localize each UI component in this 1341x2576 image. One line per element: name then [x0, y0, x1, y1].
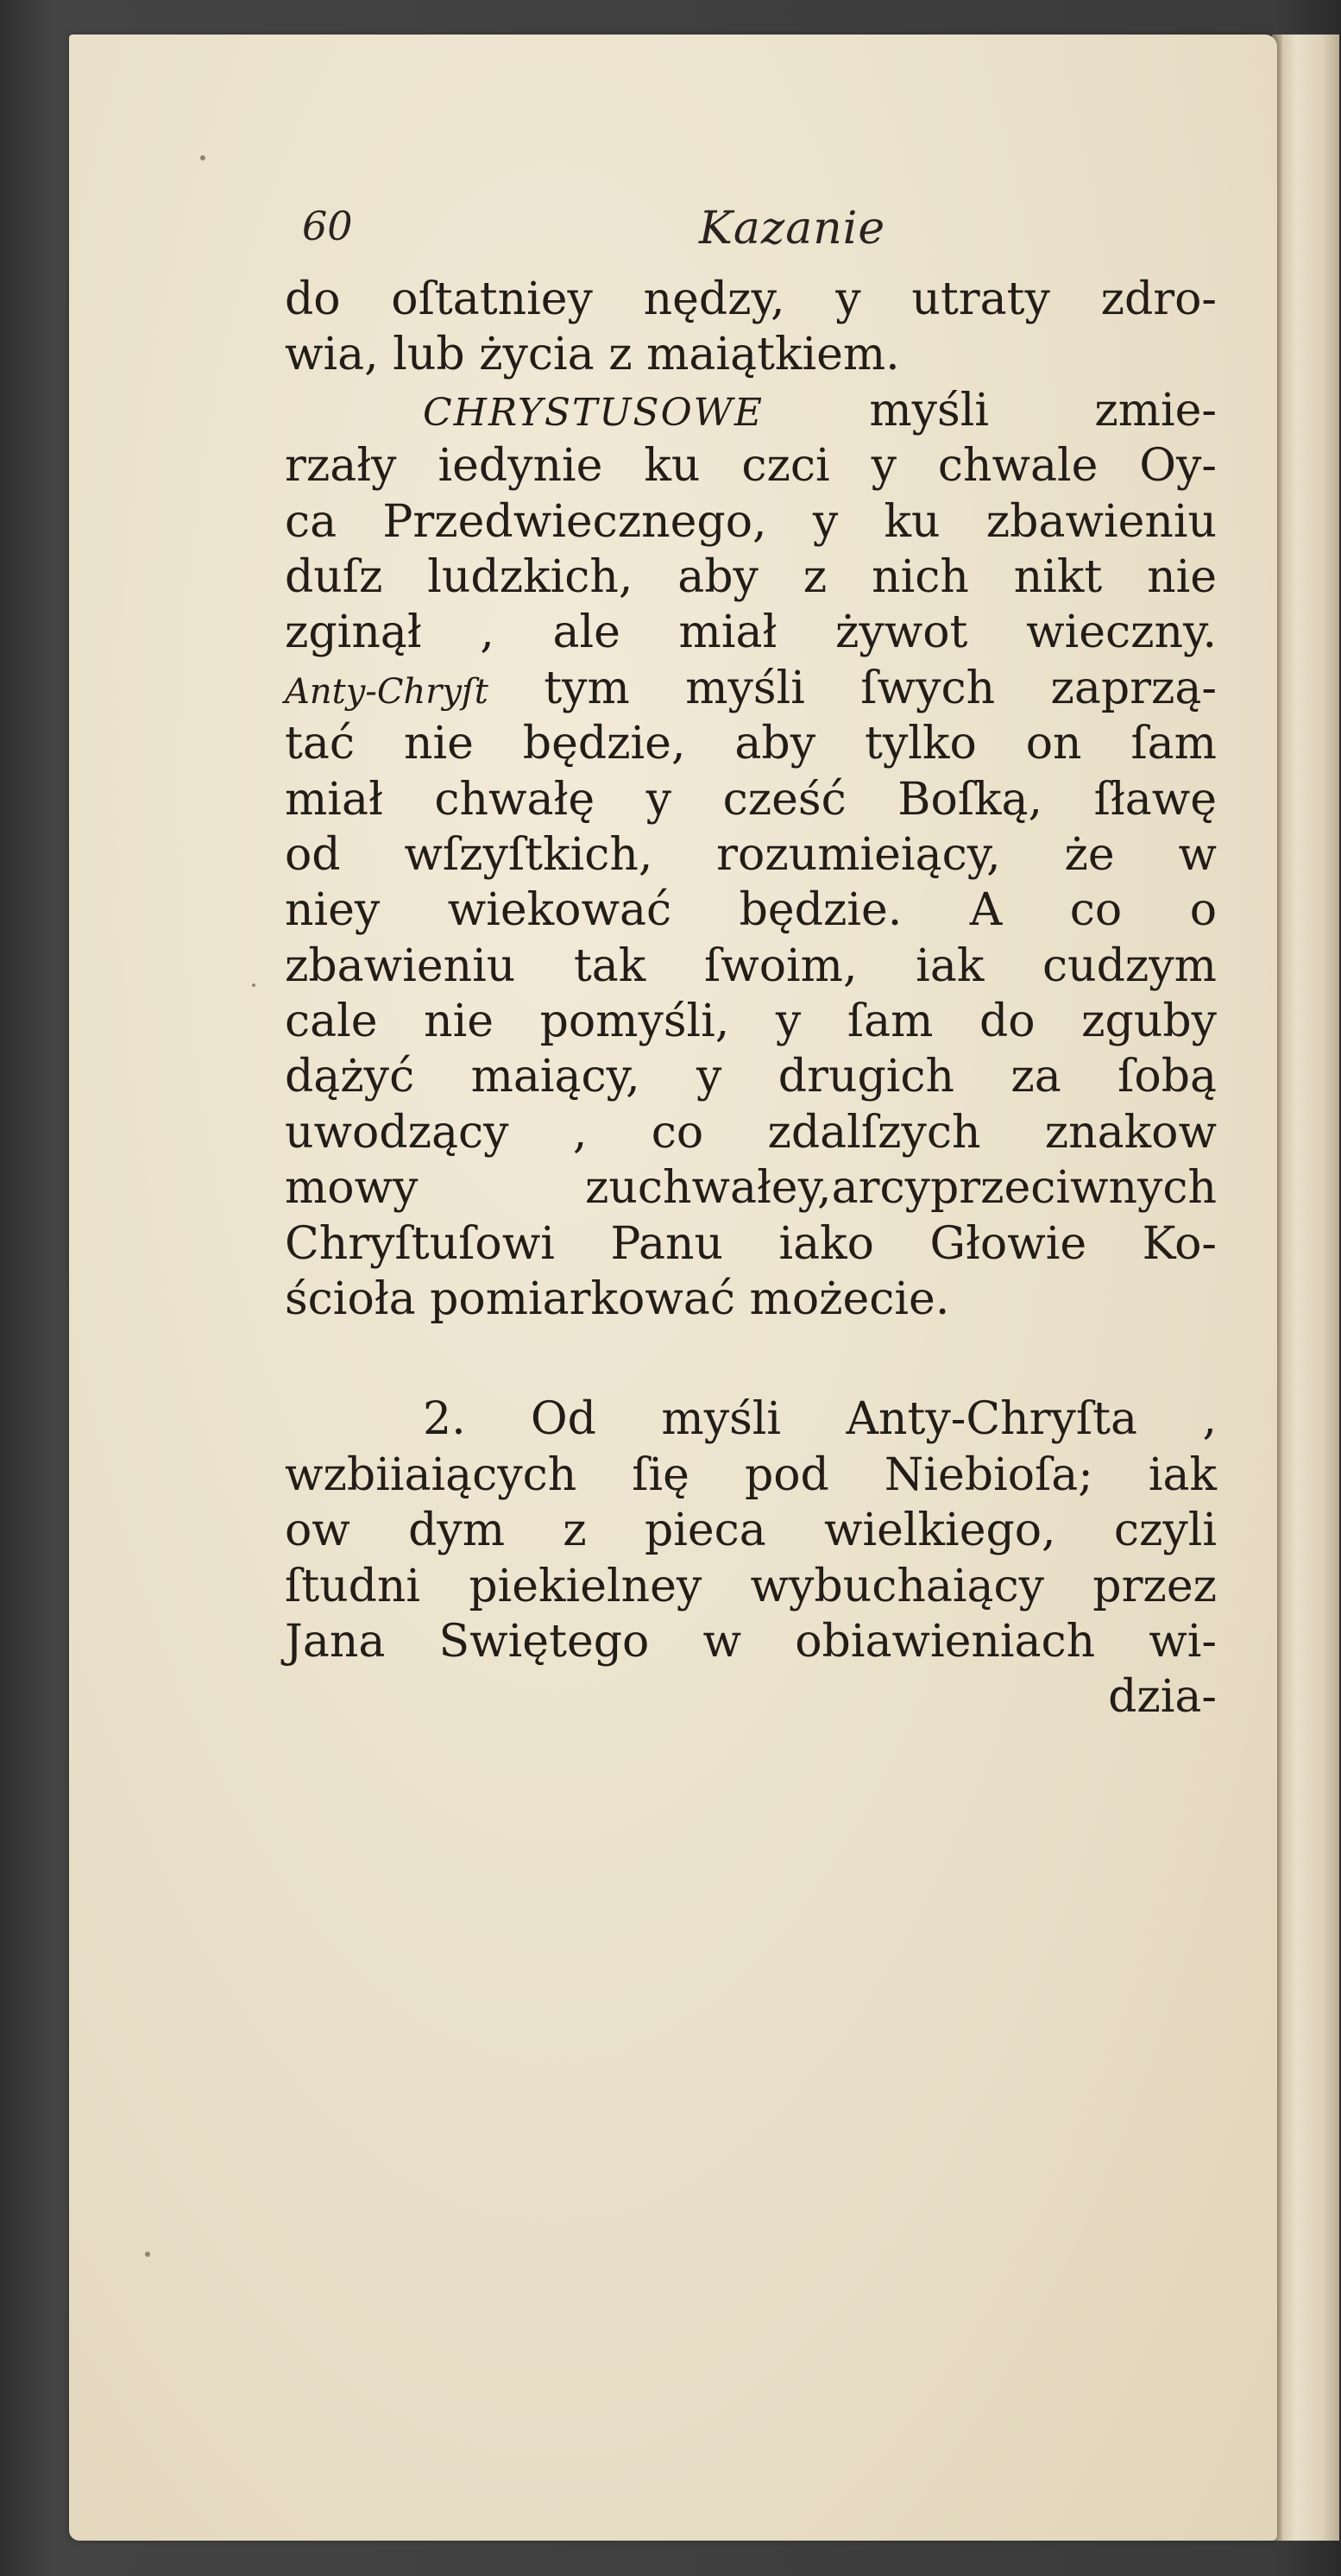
text-span: tać nie będzie, aby tylko on ſam: [285, 718, 1217, 770]
paper-speck: [200, 155, 205, 160]
text-line: [285, 327, 1217, 382]
page-header: [302, 203, 1208, 263]
name-christ: CHRYSTUSOWE: [423, 390, 764, 435]
text-span: Jana Swiętego w obiawieniach wi-: [285, 1615, 1217, 1668]
running-head: Kazanie: [699, 203, 886, 254]
text-line: [285, 438, 1217, 493]
text-span: niey wiekować będzie. A co o: [285, 884, 1217, 937]
text-span: dążyć maiący, y drugich za ſobą: [285, 1051, 1217, 1103]
text-line: [285, 1160, 1217, 1216]
text-span: myśli zmie-: [764, 384, 1217, 437]
text-span: ścioła pomiarkować możecie.: [285, 1273, 950, 1326]
paper-speck: [252, 983, 255, 987]
text-line: [285, 1272, 1217, 1327]
text-line: [285, 1105, 1217, 1160]
text-line: [285, 1559, 1217, 1614]
text-line: [285, 1614, 1217, 1669]
text-line: [285, 1503, 1217, 1558]
text-span: ſtudni piekielney wybuchaiący przez: [285, 1560, 1217, 1612]
text-span: Chryſtuſowi Panu iako Głowie Ko-: [285, 1217, 1217, 1270]
text-span: do oſtatniey nędzy, y utraty zdro-: [285, 273, 1217, 325]
text-line: [285, 1049, 1217, 1104]
catchword: [285, 1669, 1217, 1725]
text-line: [285, 494, 1217, 550]
text-line: [285, 716, 1217, 771]
text-span: 2. Od myśli Anty-Chryſta ,: [423, 1393, 1217, 1446]
body-text: [285, 272, 1217, 1725]
text-line: [285, 994, 1217, 1049]
text-span: zbawieniu tak ſwoim, iak cudzym: [285, 939, 1217, 992]
text-line: [285, 827, 1217, 883]
text-line: [285, 939, 1217, 994]
text-span: ow dym z pieca wielkiego, czyli: [285, 1505, 1217, 1557]
text-line: [285, 550, 1217, 605]
text-span: wzbiiaiących ſię pod Niebioſa; iak: [285, 1448, 1217, 1501]
text-line: [285, 772, 1217, 827]
text-span: tym myśli ſwych zaprzą-: [488, 662, 1217, 714]
text-line: [285, 661, 1217, 716]
text-line: [285, 1448, 1217, 1503]
text-span: uwodzący , co zdalſzych znakow: [285, 1106, 1217, 1159]
text-span: cale nie pomyśli, y ſam do zguby: [285, 996, 1217, 1048]
paper-speck: [145, 2252, 150, 2257]
text-line: [285, 383, 1217, 438]
text-span: od wſzyſtkich, rozumieiący, że w: [285, 828, 1217, 881]
text-line: [285, 883, 1217, 938]
text-span: duſz ludzkich, aby z nich nikt nie: [285, 550, 1217, 603]
text-span: zginął , ale miał żywot wieczny.: [285, 606, 1217, 659]
paragraph-start-line: [285, 1392, 1217, 1447]
text-line: [285, 1216, 1217, 1272]
text-span: mowy zuchwałey,arcyprzeciwnych: [285, 1162, 1217, 1215]
text-line: [285, 605, 1217, 660]
name-antichrist: Anty-Chryſt: [285, 671, 488, 712]
text-span: ca Przedwiecznego, y ku zbawieniu: [285, 495, 1217, 548]
page-number: 60: [302, 203, 353, 249]
text-span: miał chwałę y cześć Boſką, ſławę: [285, 773, 1217, 826]
text-span: wia, lub życia z maiątkiem.: [285, 329, 900, 381]
catchword-text: dzia-: [1108, 1671, 1217, 1724]
text-line: [285, 272, 1217, 327]
next-page-edge: [1279, 35, 1339, 2541]
text-span: rzały iedynie ku czci y chwale Oy-: [285, 440, 1217, 493]
